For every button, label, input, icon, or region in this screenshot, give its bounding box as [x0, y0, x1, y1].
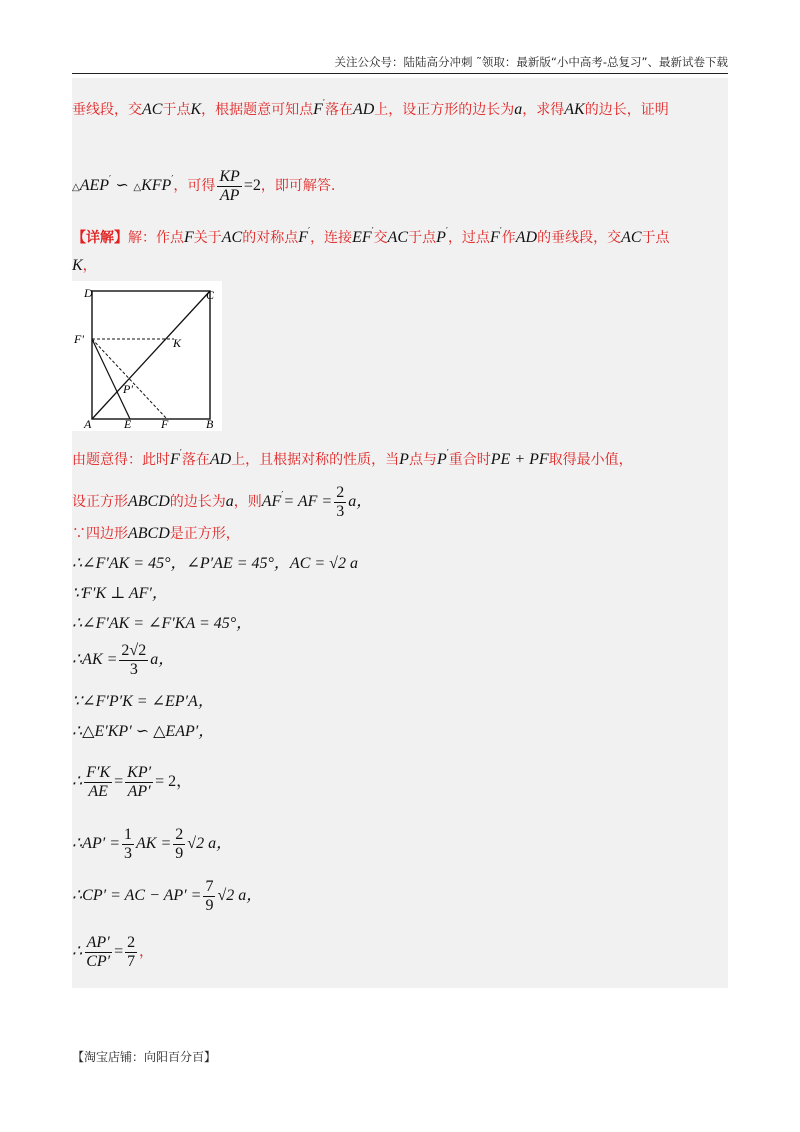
label-fprime: F'	[74, 332, 84, 346]
step-13	[72, 930, 153, 974]
text: ，求得	[522, 102, 565, 118]
step-8: ∵∠F′P′K = ∠EP′A，	[72, 693, 214, 710]
text: 于点	[408, 230, 437, 246]
text: 上，设正方形的边长为	[374, 102, 515, 118]
header-divider	[72, 73, 728, 74]
math: a，	[348, 493, 373, 510]
denominator: 3	[129, 660, 138, 678]
math: K	[190, 101, 202, 118]
math: P	[399, 451, 409, 468]
text: 设正方形	[72, 494, 128, 510]
math: = 2，	[155, 773, 193, 790]
math: a	[225, 493, 234, 510]
text: ，连接	[310, 230, 353, 246]
text: 落在	[181, 452, 210, 468]
text: 点与	[408, 452, 437, 468]
label-e: E	[124, 417, 132, 431]
text: 上，且根据对称的性质，当	[231, 452, 400, 468]
denominator: 3	[124, 844, 133, 862]
fraction	[203, 878, 215, 915]
math: AD	[209, 451, 232, 468]
math: F	[313, 101, 323, 118]
math: √2 a，	[187, 835, 233, 852]
denominator: 3	[336, 502, 345, 520]
math: F	[298, 229, 309, 246]
fraction	[217, 168, 241, 205]
text: ，可得	[173, 178, 216, 194]
step-6: ∴∠F′AK = ∠F′KA = 45°，	[72, 615, 253, 632]
math: a	[514, 101, 523, 118]
step-10: ∴ $\frac{F'K}{AE}$ = $\frac{KP'}{AP'}$ = 2，	[72, 763, 193, 800]
detail-line-2	[72, 256, 97, 276]
text: 重合时	[448, 452, 491, 468]
math: AK =	[136, 835, 172, 852]
math: KFP	[141, 177, 172, 194]
math: =2	[243, 177, 261, 194]
math: PE + PF	[490, 451, 549, 468]
label-d: D	[84, 286, 93, 300]
numerator: 7	[205, 877, 214, 895]
math: a，	[150, 651, 175, 668]
detail-label: 【详解】	[72, 230, 128, 246]
step-5: ∵F′K ⊥ AF′，	[72, 585, 168, 602]
label-k: K	[173, 336, 182, 350]
text: 由题意得：此时	[72, 452, 170, 468]
step-3	[72, 524, 240, 544]
numerator: 2√2	[121, 641, 147, 659]
denominator: AP′	[127, 782, 151, 800]
geometry-figure	[72, 281, 222, 431]
denominator: 7	[127, 952, 136, 970]
math: AF	[261, 493, 282, 510]
math: AD	[515, 229, 538, 246]
numerator: 1	[124, 825, 133, 843]
text: 落在	[324, 102, 353, 118]
denominator: AE	[88, 782, 108, 800]
detail-line-1: 【详解】解：作点F关于AC的对称点F′，连接EF′交AC于点P′，过点F′作AD的垂线段，交AC于点	[72, 227, 670, 246]
label-b: B	[206, 417, 214, 431]
step-1: 由题意得：此时F′落在AD上，且根据对称的性质，当P点与P′重合时PE + PF取得最小值，	[72, 449, 633, 468]
denominator: CP′	[86, 952, 111, 970]
fraction	[84, 764, 112, 801]
math: ∴CP′ = AC − AP′ =	[72, 887, 202, 904]
numerator: 2	[336, 483, 345, 501]
math: AC	[142, 101, 163, 118]
text: ，即可解答.	[260, 178, 336, 194]
fraction	[84, 934, 112, 971]
math: F	[170, 451, 180, 468]
denominator: AP	[219, 186, 240, 204]
fraction	[125, 764, 153, 801]
text: ，	[139, 944, 154, 960]
math: P	[436, 229, 446, 246]
solution-panel	[72, 78, 728, 988]
fraction	[122, 826, 134, 863]
analysis-line-1: 垂线段，交AC于点K，根据题意可知点F′落在AD上，设正方形的边长为a，求得AK的边长，证明	[72, 99, 669, 118]
fraction	[125, 934, 137, 971]
math: K	[72, 257, 83, 274]
text: 的边长为	[169, 494, 226, 510]
text: ∵四边形	[72, 526, 128, 542]
label-c: C	[206, 288, 215, 302]
text: 于点	[641, 230, 670, 246]
math: AEP	[79, 177, 110, 194]
text: 作	[501, 230, 516, 246]
figure-background	[72, 281, 222, 431]
step-12	[72, 874, 262, 918]
denominator: 9	[175, 844, 184, 862]
step-11	[72, 822, 232, 866]
step-4: ∴∠F′AK = 45°，∠P′AE = 45°，AC = √2 a	[72, 555, 358, 572]
math: ABCD	[128, 493, 170, 510]
math: ∴	[72, 943, 83, 960]
label-a: A	[84, 417, 92, 431]
text: 的对称点	[242, 230, 299, 246]
numerator: AP′	[86, 933, 110, 951]
text: 交	[373, 230, 388, 246]
fraction	[119, 642, 148, 679]
fraction	[334, 484, 346, 521]
text: 垂线段，交	[72, 102, 142, 118]
math: =	[114, 943, 124, 960]
label-f: F	[161, 417, 169, 431]
math: AC	[387, 229, 409, 246]
math: AC	[221, 229, 243, 246]
text: ，过点	[447, 230, 490, 246]
math: AD	[352, 101, 375, 118]
text: 关于	[193, 230, 222, 246]
numerator: KP	[219, 167, 240, 185]
fraction	[173, 826, 185, 863]
denominator: 9	[205, 896, 214, 914]
math: P	[436, 451, 447, 468]
text: ，则	[233, 494, 262, 510]
math: ∴	[72, 773, 83, 790]
text: 的垂线段，交	[537, 230, 622, 246]
math: AK	[564, 101, 585, 118]
analysis-line-2: △AEP′ ∽ △KFP′，可得 $\frac{KP}{AP}$ =2，即可解答.	[72, 167, 336, 204]
math: F	[184, 229, 194, 246]
page-footer: 【淘宝店铺：向阳百分百】	[72, 1050, 217, 1064]
numerator: KP′	[127, 763, 152, 781]
math: EF	[352, 229, 372, 246]
text: 是正方形，	[169, 526, 240, 542]
step-9: ∴△E′KP′ ∽ △EAP′，	[72, 723, 215, 740]
text: 的边长，证明	[584, 102, 669, 118]
text: 解：作点	[128, 230, 184, 246]
text: 于点	[162, 102, 191, 118]
math: AC	[621, 229, 642, 246]
numerator: F′K	[86, 763, 111, 781]
numerator: 2	[127, 933, 136, 951]
math: √2 a，	[217, 887, 263, 904]
text: ，根据题意可知点	[201, 102, 314, 118]
math: F	[489, 229, 500, 246]
label-pprime: P'	[123, 382, 133, 396]
step-7	[72, 638, 174, 682]
math: ABCD	[128, 525, 170, 542]
math: ∴AP′ =	[72, 835, 121, 852]
text: 取得最小值，	[548, 452, 633, 468]
page-header: 关注公众号：陆陆高分冲刺 ˜领取：最新版“小中高考-总复习”、最新试卷下载	[334, 55, 728, 69]
text: ，	[82, 258, 97, 274]
math: ∴AK =	[72, 651, 118, 668]
step-2: 设正方形ABCD的边长为a，则AF′= AF = $\frac{2}{3}$ a，	[72, 483, 373, 520]
numerator: 2	[175, 825, 184, 843]
similar-symbol: ∽	[115, 177, 129, 194]
math: = AF =	[283, 493, 333, 510]
